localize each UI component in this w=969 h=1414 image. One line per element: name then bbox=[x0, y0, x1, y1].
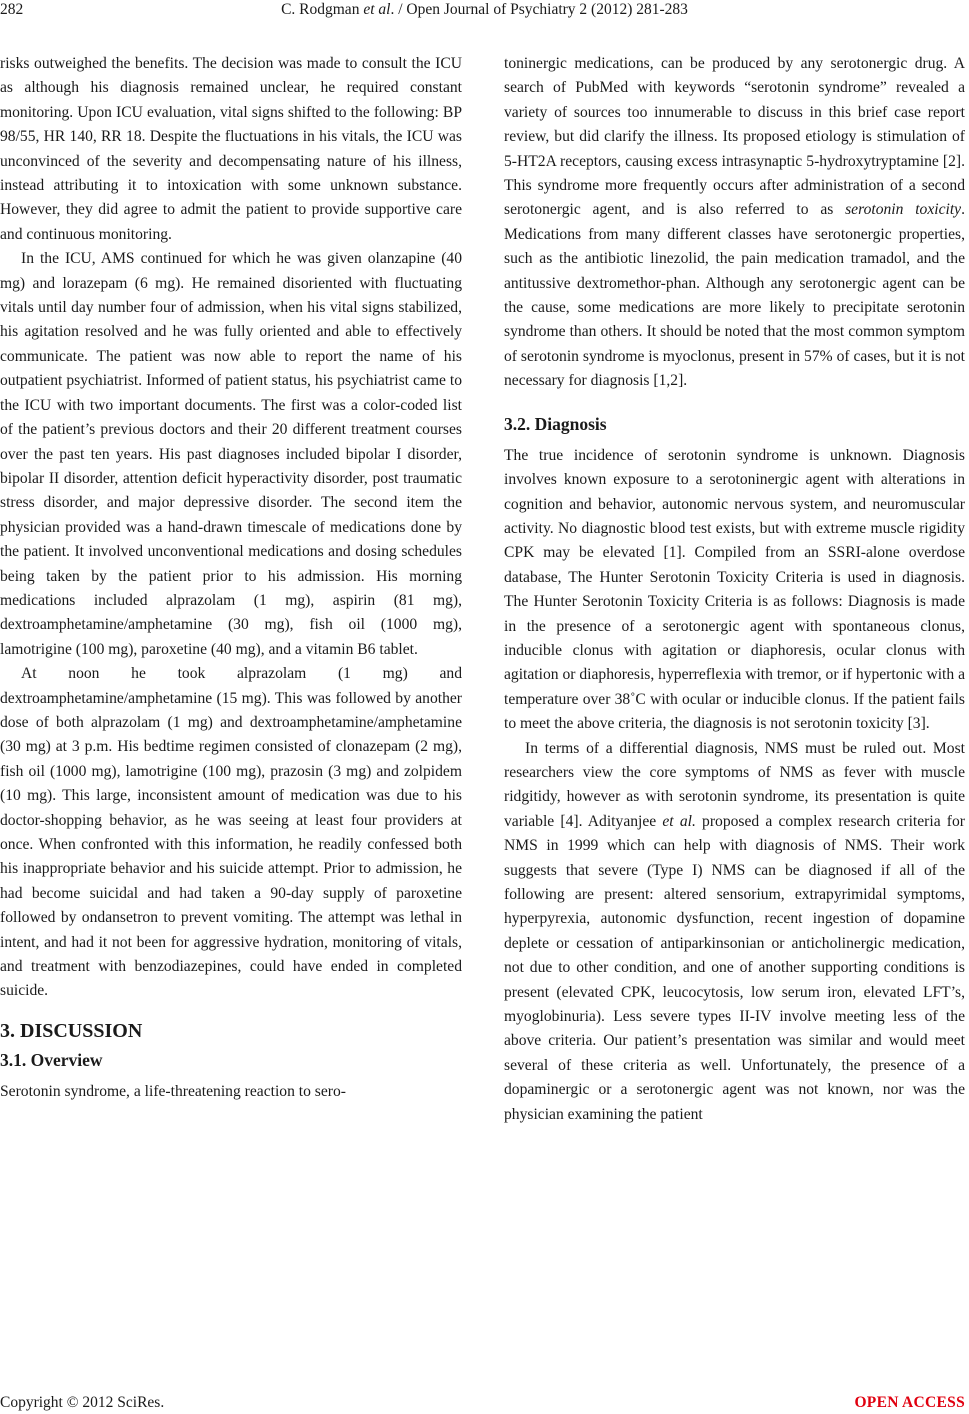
section-heading-discussion: 3. DISCUSSION bbox=[0, 1019, 143, 1042]
paragraph-icu-course: In the ICU, AMS continued for which he was given olanzapine (40 mg) and lorazepam (6 mg). He remained disoriented with fluctuating vitals until day number four of admission, when his vital signs stabilized, his agitation resolved and he was fully oriented and able to effectively communicate. The patient was now able to report the name of his outpatient psychiatrist. Informed of patient status, his psychiatrist came to the ICU with two important documents. The first was a color-coded list of the patient’s previous doctors and their 20 different treatment courses over the past ten years. His past diagnoses included bipolar I disorder, bipolar II disorder, attention deficit hyperactivity disorder, post traumatic stress disorder, and major depressive disorder. The second item the physician provided was a hand-drawn timescale of medications done by the patient. It involved unconventional medications and dosing schedules being taken by the patient prior to his admission. His morning medications included alprazolam (1 mg), aspirin (81 mg), dextroamphetamine/amphetamine (30 mg), fish oil (1000 mg), lamotrigine (100 mg), paroxetine (40 mg), and a vitamin B6 tablet. bbox=[0, 250, 462, 658]
running-title-author: C. Rodgman bbox=[281, 1, 364, 18]
differential-text-a: In terms of a differential diagnosis, NMS must be ruled out. Most researchers view the core symptoms of NMS as fever with muscle ridgitidy, however as with serotonin syndrome, its presentation is quite variable [4]. Adityanjee bbox=[504, 739, 965, 830]
differential-text-b: proposed a complex research criteria for NMS in 1999 which can help with diagnosis of NMS. Their work suggests that severe (Type I) NMS can be diagnosed if all of the following are present: altered sensorium, extrapyrimidal symptoms, hyperpyrexia, autonomic dysfunction, recent ingestion of dopamine deplete or cessation of antiparkinsonian or anticholinergic medication, not due to other condition, and one of another supporting conditions is present (elevated CPK, leucocytosis, low serum iron, elevated LFT’s, myoglobinuria). Less severe types II-IV involve meeting less of the above criteria. Our patient’s presentation was similar and would meet several of these criteria as well. Unfortunately, the presence of a dopaminergic or a serotonergic agent was not known, nor was the physician examining the patient bbox=[504, 812, 965, 1123]
subsection-heading-diagnosis: 3.2. Diagnosis bbox=[504, 413, 607, 434]
overview-italic-term: serotonin toxicity bbox=[845, 201, 962, 219]
running-title-etal: et al bbox=[363, 1, 391, 18]
differential-italic-etal: et al. bbox=[662, 812, 696, 830]
left-column bbox=[0, 52, 462, 1104]
copyright-notice: Copyright © 2012 SciRes. bbox=[0, 1394, 165, 1411]
right-column bbox=[504, 52, 965, 1127]
paragraph-differential bbox=[504, 737, 965, 1128]
subsection-heading-overview: 3.1. Overview bbox=[0, 1049, 103, 1070]
overview-text-a: toninergic medications, can be produced by any serotonergic drug. A search of PubMed with keywords “serotonin syndrome” revealed a variety of sources too innumerable to discuss in this brief case report review, but did clarify the illness. Its proposed etiology is stimulation of 5-HT2A receptors, causing excess intrasynaptic 5-hydroxytryptamine [2]. This syndrome more frequently occurs after administration of a second serotonergic agent, and is also referred to as bbox=[504, 55, 965, 219]
paragraph-icu-consult: risks outweighed the benefits. The decision was made to consult the ICU as although his diagnosis remained unclear, he required constant monitoring. Upon ICU evaluation, vital signs shifted to the following: BP 98/55, HR 140, RR 18. Despite the fluctuations in his vitals, the ICU was unconvinced of the severity and decompensating nature of his illness, instead attributing it to intoxication with some unknown substance. However, they did agree to admit the patient to provide supportive care and continuous monitoring. bbox=[0, 55, 462, 243]
page-header bbox=[0, 0, 969, 24]
paragraph-diagnosis: The true incidence of serotonin syndrome is unknown. Diagnosis involves known exposure to a serotoninergic agent with alterations in cognition and behavior, autonomic nervous system, and neuromuscular activity. No diagnostic blood test exists, but with extreme muscle rigidity CPK may be elevated [1]. Compiled from an SSRI-alone overdose database, The Hunter Serotonin Toxicity Criteria is used in diagnosis. The Hunter Serotonin Toxicity Criteria is as follows: Diagnosis is made in the presence of a serotonergic agent with spontaneous clonus, inducible clonus with agitation or diaphoresis, ocular clonus with agitation or diaphoresis, hyperreflexia with tremor, or if hypertonic with a temperature over 38˚C with ocular or inducible clonus. If the patient fails to meet the above criteria, the diagnosis is not serotonin toxicity [3]. bbox=[504, 446, 965, 733]
running-title bbox=[0, 0, 969, 20]
open-access-label: OPEN ACCESS bbox=[854, 1394, 965, 1411]
paragraph-overview-start: Serotonin syndrome, a life-threatening reaction to sero- bbox=[0, 1082, 346, 1100]
page-number: 282 bbox=[0, 1, 24, 18]
overview-text-b: . Medications from many different classes have serotonergic properties, such as the antibiotic linezolid, the pain medication tramadol, and the antitussive dextromethor-phan. Although any serotonergic agent can be the cause, some medications are more likely to precipitate serotonin syndrome than others. It should be noted that the most common symptom of serotonin syndrome is myoclonus, present in 57% of cases, but it is not necessary for diagnosis [1,2]. bbox=[504, 201, 965, 390]
paragraph-overview-continued bbox=[504, 52, 965, 394]
paragraph-medication-regimen: At noon he took alprazolam (1 mg) and dextroamphetamine/amphetamine (15 mg). This was followed by another dose of both alprazolam (1 mg) and dextroamphetamine/amphetamine (30 mg) at 3 p.m. His bedtime regimen consisted of clonazepam (2 mg), fish oil (1000 mg), lamotrigine (100 mg), prazosin (3 mg) and zolpidem (10 mg). This large, inconsistent amount of medication was due to his doctor-shopping behavior, as he was seeing at least four providers at once. When confronted with this information, he readily confessed both his inappropriate behavior and his suicide attempt. Prior to admission, he had become suicidal and had taken a 90-day supply of paroxetine followed by ondansetron to prevent vomiting. The attempt was lethal in intent, and had it not been for aggressive hydration, monitoring of vitals, and treatment with benzodiazepines, could have ended in completed suicide. bbox=[0, 665, 462, 1000]
running-title-journal: . / Open Journal of Psychiatry 2 (2012) 281-283 bbox=[390, 1, 688, 18]
